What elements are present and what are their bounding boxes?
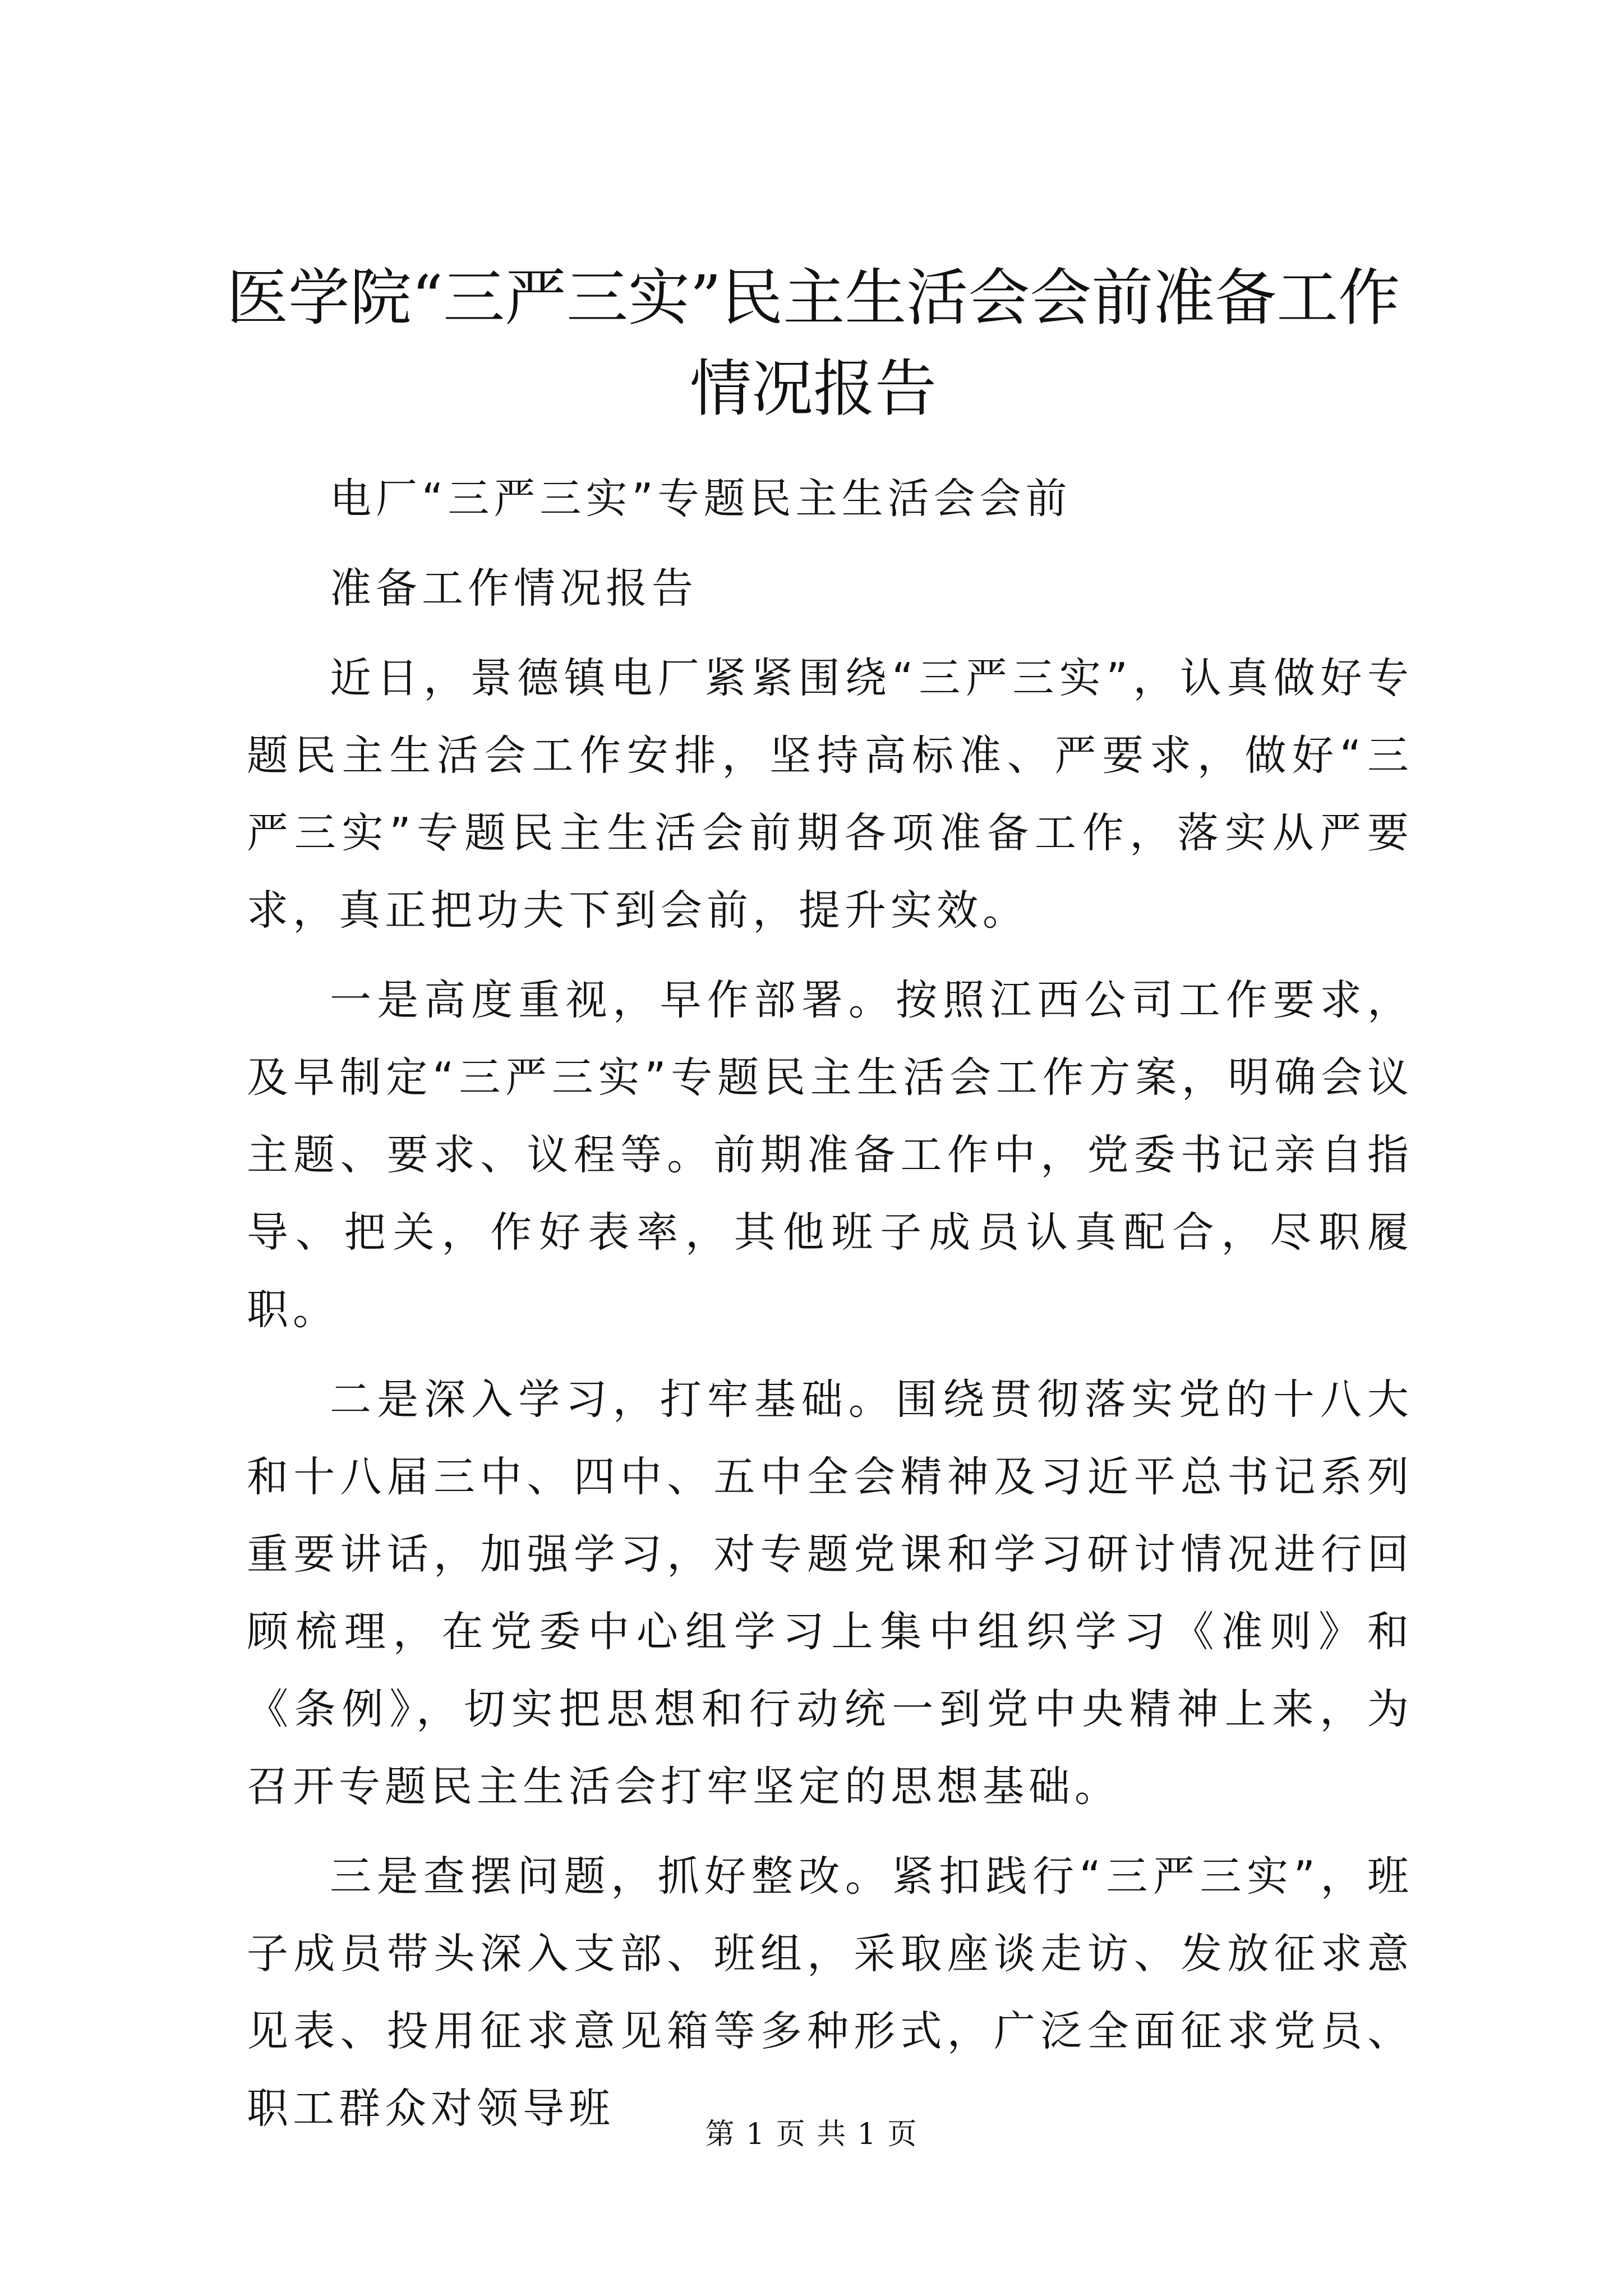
body-paragraph-5: 二是深入学习，打牢基础。围绕贯彻落实党的十八大和十八届三中、四中、五中全会精神及习近平总书记系列重要讲话，加强学习，对专题党课和学习研讨情况进行回顾梳理，在党委中心组学习上集中组织学习《准则》和《条例》，切实把思想和行动统一到党中央精神上来，为召开专题民主生活会打牢坚定的思想基础。 — [247, 1375, 1413, 1811]
body-paragraph-6: 三是查摆问题，抓好整改。紧扣践行“三严三实”，班子成员带头深入支部、班组，采取座谈走访、发放征求意见表、投用征求意见箱等多种形式，广泛全面征求党员、职工群众对领导班 — [247, 1852, 1413, 2133]
page-footer: 第 1 页 共 1 页 — [705, 2118, 918, 2151]
document-title: 医学院“三严三实”民主生活会会前准备工作情况报告 — [226, 262, 1400, 425]
body-paragraph-1: 电厂“三严三实”专题民主生活会会前 — [330, 475, 1072, 523]
body-paragraph-4: 一是高度重视，早作部署。按照江西公司工作要求，及早制定“三严三实”专题民主生活会工作方案，明确会议主题、要求、议程等。前期准备工作中，党委书记亲自指导、把关，作好表率，其他班子成员认真配合，尽职履职。 — [247, 976, 1413, 1334]
document-body — [247, 460, 1413, 2160]
body-paragraph-3: 近日，景德镇电厂紧紧围绕“三严三实”，认真做好专题民主生活会工作安排，坚持高标准、严要求，做好“三严三实”专题民主生活会前期各项准备工作，落实从严要求，真正把功夫下到会前，提升实效。 — [247, 654, 1413, 935]
body-paragraph-2: 准备工作情况报告 — [330, 564, 698, 613]
